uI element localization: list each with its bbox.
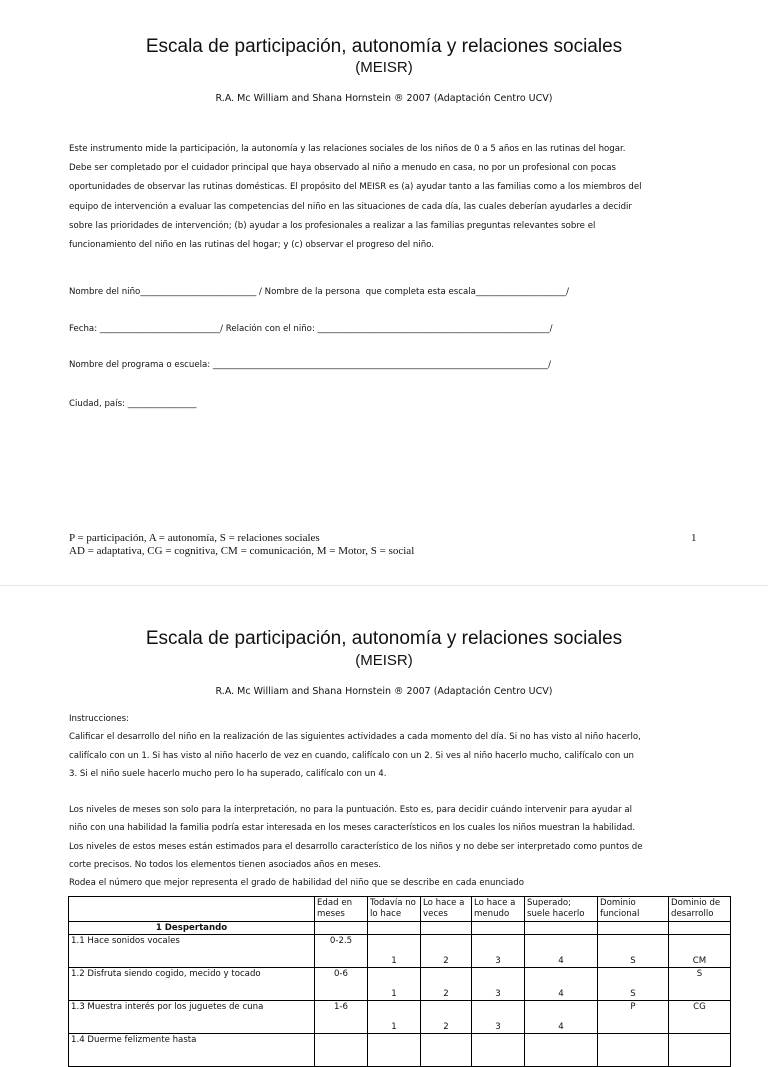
activity-cell: 1.1 Hace sonidos vocales: [69, 935, 315, 968]
intro-line: funcionamiento del niño en las rutinas del hogar; y (c) observar el progreso del niño.: [69, 240, 435, 251]
empty-cell: [421, 922, 472, 935]
document-page-2: [0, 585, 768, 1045]
instructions-line: califícalo con un 1. Si has visto al niño hacerlo de vez en cuando, califícalo con un 2. Si ves al niño hacerlo mucho, califícalo con un: [69, 750, 635, 761]
intro-line: Este instrumento mide la participación, la autonomía y las relaciones sociales de los niños de 0 a 5 años en las rutinas del hogar.: [69, 144, 626, 154]
author-credit: R.A. Mc William and Shana Hornstein ® 2007 (Adaptación Centro UCV): [215, 93, 553, 104]
functional-domain-cell: S: [598, 935, 669, 968]
instructions: [69, 710, 729, 893]
intro-line: oportunidades de observar las rutinas domésticas. El propósito del MEISR es (a) ayudar tanto a las familias como a los miembros del: [69, 182, 642, 193]
empty-cell: [669, 922, 731, 935]
legend: [69, 532, 414, 558]
instructions-line: Los niveles de meses son solo para la interpretación, no para la puntuación. Esto es, para decidir cuándo intervenir para ayudar al: [69, 805, 632, 816]
author-credit: R.A. Mc William and Shana Hornstein ® 2007 (Adaptación Centro UCV): [215, 686, 553, 697]
page-subtitle: (MEISR): [355, 652, 413, 669]
age-cell: 0-6: [315, 968, 368, 1001]
child-name-field[interactable]: Nombre del niño___________________________ / Nombre de la persona que completa esta escala_____________________/: [69, 287, 570, 297]
page-title: Escala de participación, autonomía y relaciones sociales: [145, 628, 623, 649]
activity-cell: 1.2 Disfruta siendo cogido, mecido y tocado: [69, 968, 315, 1001]
page-subtitle: (MEISR): [355, 59, 413, 76]
rating-4[interactable]: 4: [525, 1001, 598, 1034]
rating-3[interactable]: 3: [472, 968, 525, 1001]
header-often: Lo hace a menudo: [472, 897, 525, 922]
table-row: [69, 968, 731, 1001]
empty-cell: [472, 922, 525, 935]
page-title: Escala de participación, autonomía y relaciones sociales: [145, 36, 623, 57]
rating-2[interactable]: [421, 1034, 472, 1067]
empty-cell: [315, 922, 368, 935]
header-sometimes: Lo hace a veces: [421, 897, 472, 922]
rating-2[interactable]: 2: [421, 1001, 472, 1034]
rating-table: [68, 896, 731, 1067]
rating-4[interactable]: 4: [525, 935, 598, 968]
age-cell: 0-2.5: [315, 935, 368, 968]
rating-1[interactable]: [368, 1034, 421, 1067]
table-row: [69, 1001, 731, 1034]
development-domain-cell: CG: [669, 1001, 731, 1034]
instructions-line: [69, 783, 729, 801]
intro-paragraph: [69, 140, 700, 255]
rating-1[interactable]: 1: [368, 968, 421, 1001]
instructions-line: Los niveles de estos meses están estimados para el desarrollo característico de los niños y no debe ser interpretado como puntos de: [69, 841, 643, 852]
development-domain-cell: S: [669, 968, 731, 1001]
rating-3[interactable]: 3: [472, 1001, 525, 1034]
rating-1[interactable]: 1: [368, 1001, 421, 1034]
rating-2[interactable]: 2: [421, 935, 472, 968]
header-not-yet: Todavía no lo hace: [368, 897, 421, 922]
age-cell: 1-6: [315, 1001, 368, 1034]
activity-cell: 1.4 Duerme felizmente hasta: [69, 1034, 315, 1067]
empty-cell: [598, 922, 669, 935]
header-development-domain: Dominio de desarrollo: [669, 897, 731, 922]
instructions-line: Rodea el número que mejor representa el grado de habilidad del niño que se describe en cada enunciado: [69, 878, 524, 889]
legend-line: P = participación, A = autonomía, S = relaciones sociales: [69, 532, 320, 544]
date-field[interactable]: Fecha: ____________________________/ Relación con el niño: ______________________________________________________/: [69, 324, 553, 334]
legend-line: AD = adaptativa, CG = cognitiva, CM = comunicación, M = Motor, S = social: [69, 545, 415, 557]
instructions-line: Calificar el desarrollo del niño en la realización de las siguientes actividades a cada momento del día. Si no has visto al niño hacerlo,: [69, 732, 641, 743]
rating-1[interactable]: 1: [368, 935, 421, 968]
city-field[interactable]: Ciudad, país: ________________: [69, 399, 197, 409]
instructions-line: niño con una habilidad la familia podría estar interesada en los meses característicos en los cuales los niños muestran la habilidad.: [69, 823, 636, 834]
header-activity: [69, 897, 315, 922]
instructions-line: Instrucciones:: [69, 714, 130, 724]
instructions-line: corte precisos. No todos los elementos tienen asociados años en meses.: [69, 860, 382, 871]
rating-2[interactable]: 2: [421, 968, 472, 1001]
age-cell: [315, 1034, 368, 1067]
intro-line: sobre las prioridades de intervención; (b) ayudar a los profesionales a realizar a las familias preguntas relevantes sobre el: [69, 220, 596, 231]
instructions-line: 3. Si el niño suele hacerlo mucho pero lo ha superado, califícalo con un 4.: [69, 768, 387, 779]
header-surpassed: Superado; suele hacerlo: [525, 897, 598, 922]
section-row: [69, 922, 731, 935]
section-title: 1 Despertando: [69, 922, 315, 935]
rating-3[interactable]: [472, 1034, 525, 1067]
development-domain-cell: CM: [669, 935, 731, 968]
rating-3[interactable]: 3: [472, 935, 525, 968]
header-age: Edad en meses: [315, 897, 368, 922]
table-row: [69, 1034, 731, 1067]
empty-cell: [525, 922, 598, 935]
header-functional-domain: Dominio funcional: [598, 897, 669, 922]
functional-domain-cell: S: [598, 968, 669, 1001]
functional-domain-cell: P: [598, 1001, 669, 1034]
intro-line: Debe ser completado por el cuidador principal que haya observado al niño a menudo en casa, no por un profesional con pocas: [69, 163, 616, 174]
functional-domain-cell: [598, 1034, 669, 1067]
program-field[interactable]: Nombre del programa o escuela: ______________________________________________________________________________/: [69, 360, 551, 370]
page-number: 1: [691, 532, 697, 544]
table-row: [69, 935, 731, 968]
intro-line: equipo de intervención a evaluar las competencias del niño en las situaciones de cada día, las cuales deberían ayudarles a decidir: [69, 201, 632, 212]
activity-cell: 1.3 Muestra interés por los juguetes de cuna: [69, 1001, 315, 1034]
table-header-row: [69, 897, 731, 922]
rating-4[interactable]: 4: [525, 968, 598, 1001]
development-domain-cell: [669, 1034, 731, 1067]
rating-4[interactable]: [525, 1034, 598, 1067]
empty-cell: [368, 922, 421, 935]
